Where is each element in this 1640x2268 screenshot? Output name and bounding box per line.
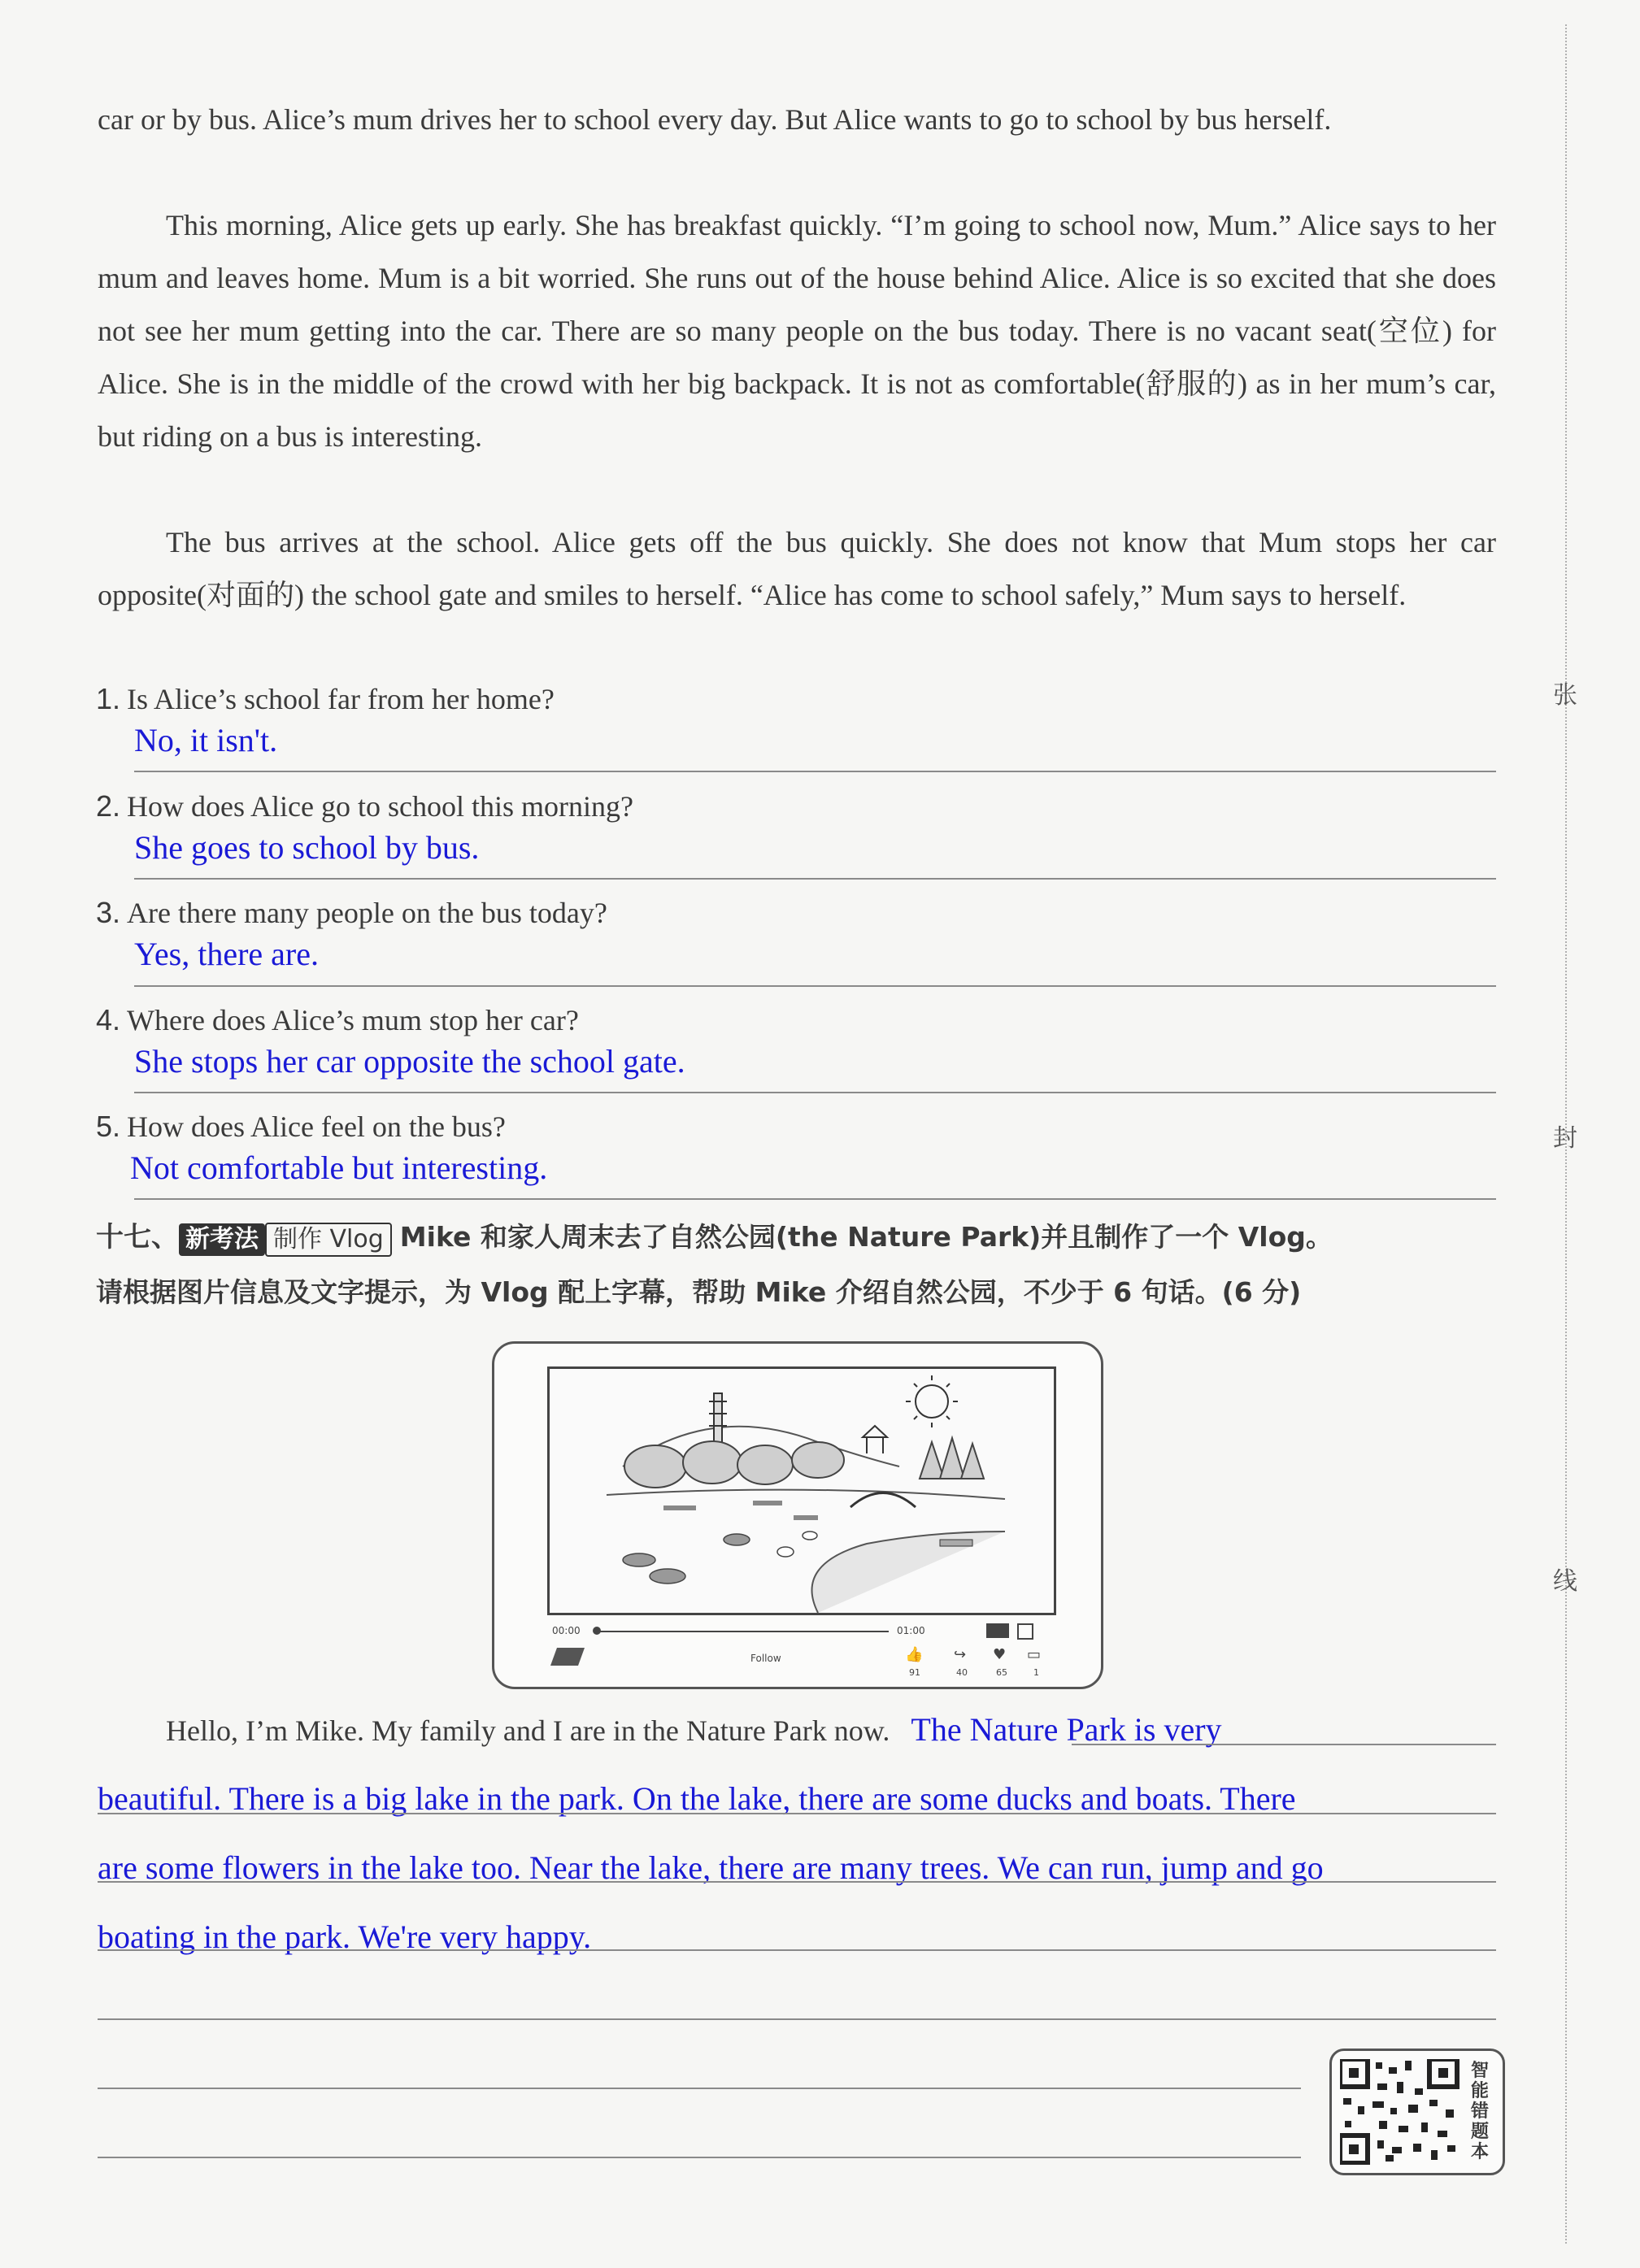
section-17-instruction-1: Mike 和家人周末去了自然公园(the Nature Park)并且制作了一个 Vlog。 xyxy=(399,1221,1333,1253)
answer-3[interactable]: Yes, there are. xyxy=(134,936,319,972)
pagoda-icon xyxy=(709,1393,727,1442)
question-number: 3. xyxy=(96,896,121,929)
section-17-instruction xyxy=(96,1265,1511,1319)
park-scene-drawing xyxy=(550,1369,1054,1613)
bridge-icon xyxy=(850,1493,916,1508)
answer-line-1 xyxy=(134,771,1496,772)
lotus-leaves xyxy=(623,1534,750,1584)
writing-line-3[interactable]: are some flowers in the lake too. Near the lake, there are many trees. We can run, jump and go xyxy=(98,1849,1324,1886)
nature-park-illustration xyxy=(547,1366,1056,1615)
question-text: Are there many people on the bus today? xyxy=(127,897,607,929)
answer-line-5 xyxy=(134,1198,1496,1200)
qr-code-card[interactable] xyxy=(1329,2049,1505,2175)
section-number: 十七、 xyxy=(96,1221,179,1253)
video-player-controls xyxy=(547,1622,1051,1679)
comment-icon[interactable]: ▭ xyxy=(1027,1646,1042,1663)
answer-5[interactable]: Not comfortable but interesting. xyxy=(130,1149,548,1186)
answer-4[interactable]: She stops her car opposite the school gate. xyxy=(134,1043,685,1080)
new-method-tag: 新考法 xyxy=(179,1223,265,1256)
question-2 xyxy=(96,786,1494,827)
writing-rule-4 xyxy=(98,1949,1496,1951)
question-number: 1. xyxy=(96,682,121,715)
bench-icon xyxy=(940,1540,972,1546)
favorite-icon[interactable]: ♥ xyxy=(993,1646,1007,1663)
writing-rule-7 xyxy=(98,2157,1301,2158)
question-number: 5. xyxy=(96,1110,121,1143)
writing-rule-3 xyxy=(98,1881,1496,1883)
favorite-count: 65 xyxy=(996,1667,1007,1678)
answer-1[interactable]: No, it isn't. xyxy=(134,722,278,758)
margin-char-xian: 线 xyxy=(1553,1567,1577,1596)
writing-rule-6 xyxy=(98,2088,1301,2089)
passage-paragraph-1: car or by bus. Alice’s mum drives her to school every day. But Alice wants to go to school by bus herself. xyxy=(98,103,1332,136)
question-text: How does Alice go to school this morning? xyxy=(127,790,633,823)
answer-line-3 xyxy=(134,985,1496,987)
answer-line-4 xyxy=(134,1092,1496,1093)
pavilion-icon xyxy=(863,1426,887,1453)
time-start: 00:00 xyxy=(552,1625,581,1636)
smart-error-book-label: 智能错题本 xyxy=(1470,2061,1489,2162)
qr-code-icon xyxy=(1340,2059,1462,2165)
lake-shore-far xyxy=(607,1490,1005,1499)
writing-line-1 xyxy=(98,1695,1496,1766)
question-5 xyxy=(96,1106,1494,1147)
sun-icon xyxy=(916,1385,948,1418)
comment-count: 1 xyxy=(1033,1667,1039,1678)
question-number: 4. xyxy=(96,1003,121,1036)
margin-char-feng: 封 xyxy=(1553,1124,1577,1153)
question-text: Is Alice’s school far from her home? xyxy=(127,683,555,715)
thumbs-up-icon[interactable]: 👍 xyxy=(905,1646,924,1663)
writing-lead-sentence: Hello, I’m Mike. My family and I are in the Nature Park now. xyxy=(166,1714,890,1747)
time-end: 01:00 xyxy=(897,1625,925,1636)
writing-rule-1 xyxy=(1072,1744,1496,1745)
lake-shore-near xyxy=(812,1532,1006,1613)
boats-group xyxy=(663,1501,818,1520)
sun-rays xyxy=(906,1375,958,1427)
writing-rule-5 xyxy=(98,2018,1496,2020)
progress-thumb[interactable] xyxy=(593,1627,601,1635)
question-1 xyxy=(96,679,1494,719)
section-17-heading xyxy=(96,1210,1511,1264)
writing-answer-start[interactable]: The Nature Park is very xyxy=(911,1711,1222,1748)
heart-hands-icon[interactable] xyxy=(550,1648,585,1666)
writing-rule-2 xyxy=(98,1813,1496,1814)
passage-paragraph-2-text: This morning, Alice gets up early. She has breakfast quickly. “I’m going to school now, Mum.” Alice says to her mum and leaves home. Mum is a bit worried. She runs out of the house behind Alice. Alice is so excited that she does not see her mum getting into the car. There are so many people on the bus today. There is no vacant seat(空位) for Alice. She is in the middle of the crowd with her big backpack. It is not as comfortable(舒服的) as in her mum’s car, but riding on a bus is interesting. xyxy=(98,209,1496,453)
question-text: How does Alice feel on the bus? xyxy=(127,1110,506,1143)
passage-paragraph-3 xyxy=(98,516,1496,622)
vlog-tag: 制作 Vlog xyxy=(265,1223,392,1257)
trees-group xyxy=(624,1438,984,1488)
question-number: 2. xyxy=(96,789,121,823)
like-count: 91 xyxy=(909,1667,920,1678)
question-text: Where does Alice’s mum stop her car? xyxy=(127,1004,579,1036)
writing-line-2[interactable]: beautiful. There is a big lake in the park. On the lake, there are some ducks and boats. There xyxy=(98,1780,1296,1817)
passage-paragraph-2 xyxy=(98,199,1496,463)
ducks-group xyxy=(777,1532,817,1557)
answer-2[interactable]: She goes to school by bus. xyxy=(134,829,480,866)
question-3 xyxy=(96,893,1494,933)
writing-line-4[interactable]: boating in the park. We're very happy. xyxy=(98,1918,592,1955)
margin-char-zhang: 张 xyxy=(1553,681,1577,710)
answer-line-2 xyxy=(134,878,1496,880)
danmaku-icon[interactable] xyxy=(986,1623,1009,1638)
section-17-instruction-2: 请根据图片信息及文字提示，为 Vlog 配上字幕，帮助 Mike 介绍自然公园，不少于 6 句话。(6 分) xyxy=(96,1276,1302,1308)
progress-track[interactable] xyxy=(596,1631,889,1632)
share-count: 40 xyxy=(956,1667,968,1678)
share-icon[interactable]: ↪ xyxy=(954,1646,967,1663)
question-4 xyxy=(96,1000,1494,1041)
fullscreen-icon[interactable] xyxy=(1017,1623,1033,1640)
passage-paragraph-3-text: The bus arrives at the school. Alice gets off the bus quickly. She does not know that Mum stops her car opposite(对面的) the school gate and smiles to herself. “Alice has come to school safely,” Mum says to herself. xyxy=(98,526,1496,611)
vlog-phone-frame xyxy=(492,1341,1103,1689)
follow-button[interactable]: Follow xyxy=(750,1653,781,1664)
